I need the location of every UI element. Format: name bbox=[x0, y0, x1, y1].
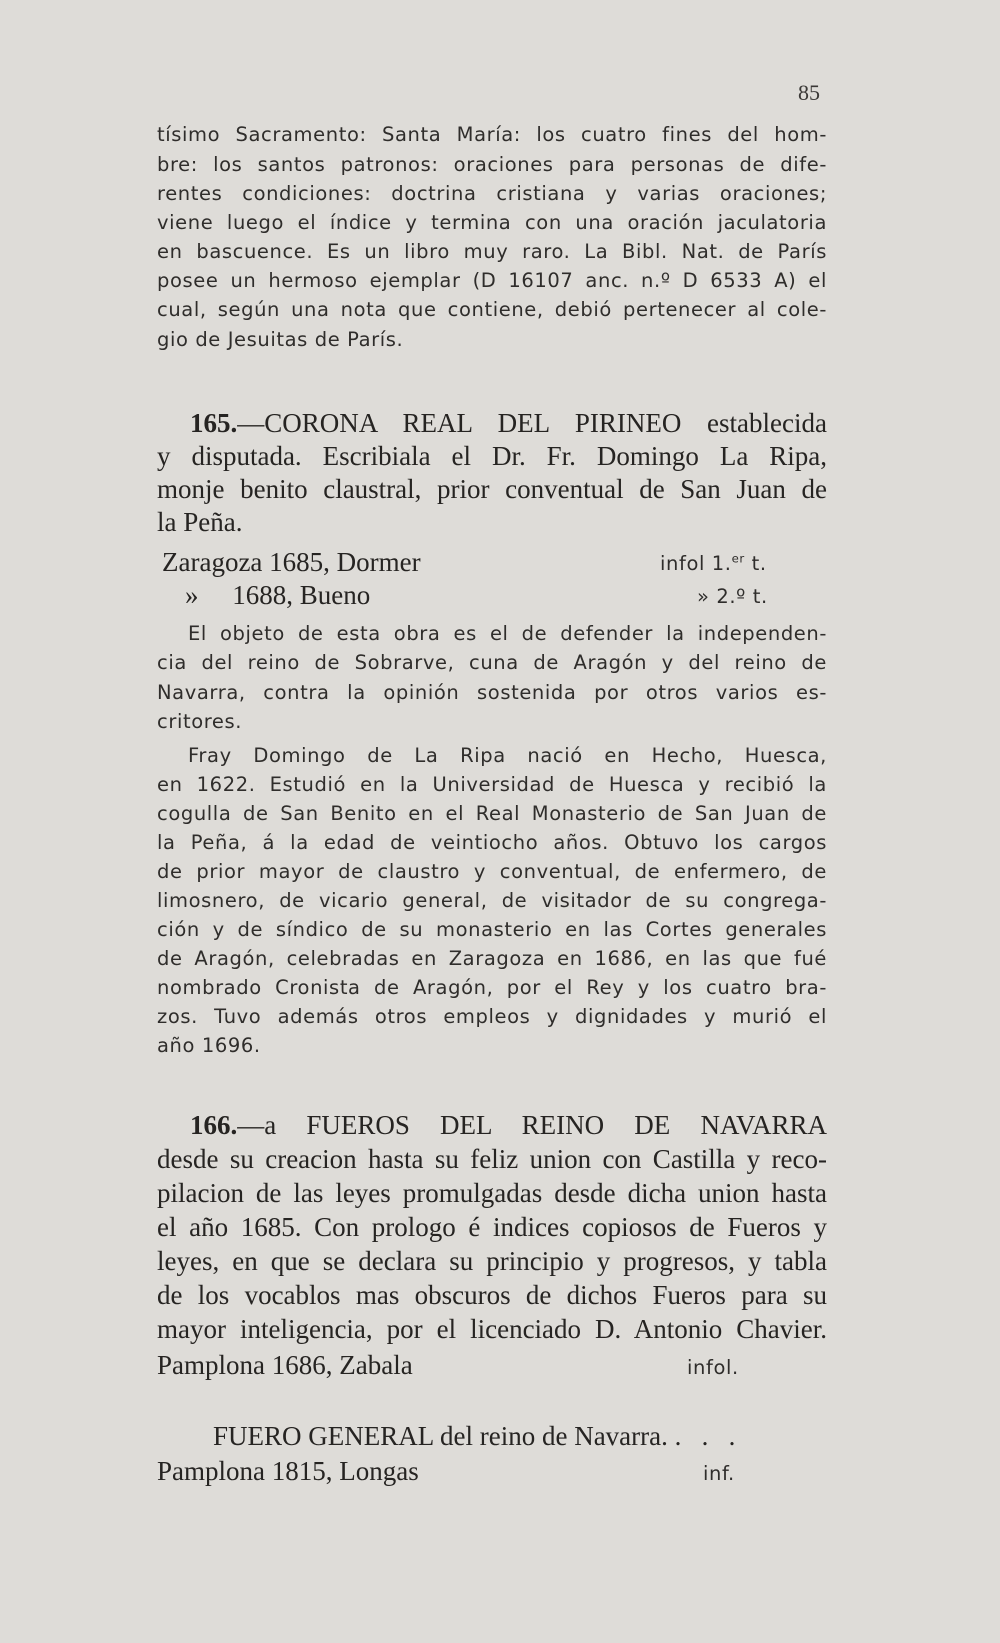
entry-166-title-first bbox=[190, 1110, 827, 1141]
para1-line: cual, según una nota que contiene, debió pertenecer al cole- bbox=[157, 298, 827, 321]
entry-165-desc1-line: Navarra, contra la opinión sostenida por otros varios es- bbox=[157, 681, 827, 704]
para1-line: tísimo Sacramento: Santa María: los cuatro fines del hom- bbox=[157, 123, 827, 146]
entry-166-title-line: leyes, en que se declara su principio y progresos, y tabla bbox=[157, 1246, 827, 1276]
entry-166-second-edition-format: inf. bbox=[703, 1462, 735, 1485]
para1-line: bre: los santos patronos: oraciones para personas de dife- bbox=[157, 153, 827, 176]
entry-165-desc2-line: nombrado Cronista de Aragón, por el Rey y los cuatro bra- bbox=[157, 976, 827, 999]
entry-166-title-line: mayor inteligencia, por el licenciado D. Antonio Chavier. bbox=[157, 1314, 827, 1344]
format-sup: er bbox=[731, 551, 745, 566]
para1-line: rentes condiciones: doctrina cristiana y varias oraciones; bbox=[157, 182, 827, 205]
entry-165-title-first bbox=[190, 408, 827, 439]
entry-165-desc2-line: año 1696. bbox=[157, 1034, 261, 1057]
entry-165-edition-2: » 1688, Bueno bbox=[185, 580, 371, 610]
entry-165-desc1-line: El objeto de esta obra es el de defender la independen- bbox=[188, 622, 827, 645]
entry-165-desc2-line: de prior mayor de claustro y conventual, de enfermero, de bbox=[157, 860, 827, 883]
para1-line: gio de Jesuitas de París. bbox=[157, 328, 404, 351]
format-vol: t. bbox=[744, 552, 767, 575]
entry-166-edition: Pamplona 1686, Zabala bbox=[157, 1350, 413, 1380]
entry-165-desc1-line: critores. bbox=[157, 710, 243, 733]
entry-166-title-line: de los vocablos mas obscuros de dichos Fueros para su bbox=[157, 1280, 827, 1310]
entry-165-desc2-line: cogulla de San Benito en el Real Monasterio de San Juan de bbox=[157, 802, 827, 825]
entry-166-second-edition: Pamplona 1815, Longas bbox=[157, 1456, 419, 1486]
entry-165-title: —CORONA REAL DEL PIRINEO establecida bbox=[237, 408, 827, 438]
entry-165-desc2-line: ción y de síndico de su monasterio en las Cortes generales bbox=[157, 918, 827, 941]
entry-166-second-title: FUERO GENERAL del reino de Navarra. . . . bbox=[213, 1421, 736, 1451]
para1-line: en bascuence. Es un libro muy raro. La Bibl. Nat. de París bbox=[157, 240, 827, 263]
page-number: 85 bbox=[798, 80, 820, 105]
entry-166-title: —a FUEROS DEL REINO DE NAVARRA bbox=[237, 1110, 827, 1140]
format-text: infol 1. bbox=[660, 552, 732, 575]
entry-165-title-line: y disputada. Escribiala el Dr. Fr. Domingo La Ripa, bbox=[157, 441, 827, 471]
entry-165-title-line: monje benito claustral, prior conventual de San Juan de bbox=[157, 474, 827, 504]
entry-165-title-line: la Peña. bbox=[157, 507, 243, 537]
para1-line: viene luego el índice y termina con una oración jaculatoria bbox=[157, 211, 827, 234]
entry-165-desc1-line: cia del reino de Sobrarve, cuna de Aragón y del reino de bbox=[157, 651, 827, 674]
entry-165-edition-1-format bbox=[660, 552, 767, 575]
entry-165-edition-2-format: » 2.º t. bbox=[697, 585, 768, 608]
entry-166-title-line: el año 1685. Con prologo é indices copiosos de Fueros y bbox=[157, 1212, 827, 1242]
entry-165-desc2-line: Fray Domingo de La Ripa nació en Hecho, Huesca, bbox=[188, 744, 827, 767]
entry-165-number: 165. bbox=[190, 408, 238, 438]
entry-165-desc2-line: en 1622. Estudió en la Universidad de Huesca y recibió la bbox=[157, 773, 827, 796]
entry-165-desc2-line: limosnero, de vicario general, de visitador de su congrega- bbox=[157, 889, 827, 912]
entry-166-title-line: desde su creacion hasta su feliz union con Castilla y reco- bbox=[157, 1144, 827, 1174]
entry-166-number: 166. bbox=[190, 1110, 238, 1140]
entry-165-desc2-line: zos. Tuvo además otros empleos y dignidades y murió el bbox=[157, 1005, 827, 1028]
para1-line: posee un hermoso ejemplar (D 16107 anc. n.º D 6533 A) el bbox=[157, 269, 827, 292]
entry-165-desc2-line: la Peña, á la edad de veintiocho años. Obtuvo los cargos bbox=[157, 831, 827, 854]
entry-166-title-line: pilacion de las leyes promulgadas desde dicha union hasta bbox=[157, 1178, 827, 1208]
entry-166-edition-format: infol. bbox=[687, 1356, 739, 1379]
entry-165-edition-1: Zaragoza 1685, Dormer bbox=[162, 547, 421, 577]
entry-165-desc2-line: de Aragón, celebradas en Zaragoza en 1686, en las que fué bbox=[157, 947, 827, 970]
